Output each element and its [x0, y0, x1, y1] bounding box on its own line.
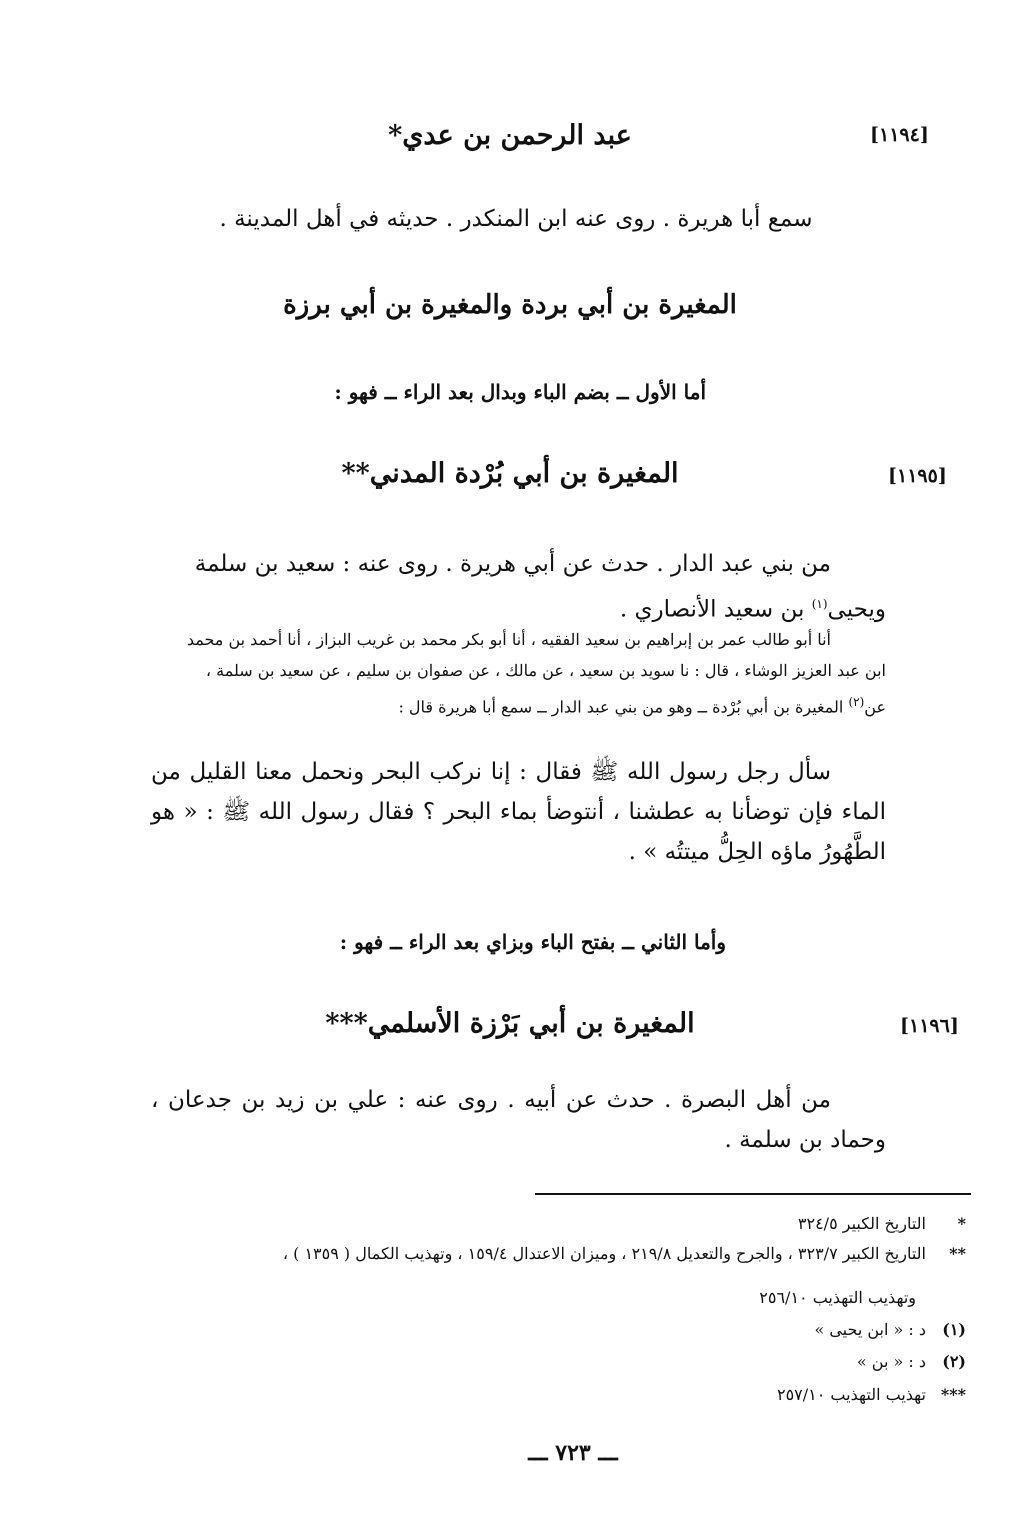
entry-body-line: [151, 585, 886, 629]
entry-body: سمع أبا هريرة . روى عنه ابن المنكدر . حديثه في أهل المدينة .: [219, 206, 813, 232]
hadith-text: سأل رجل رسول الله ﷺ فقال : إنا نركب البحر ونحمل معنا القليل من الماء فإن توضأنا به عطشنا ، أنتوضأ بماء البحر ؟ فقال رسول الله ﷺ : « هو الطَّهُورُ ماؤه الحِلُّ ميتتُه » .: [151, 759, 886, 865]
entry-number: [١١٩٤]: [870, 124, 929, 146]
isnad-text: عن: [864, 697, 886, 717]
footnote: [146, 1242, 966, 1266]
entry-number: [١١٩٦]: [900, 1015, 959, 1037]
footnote: [146, 1212, 966, 1236]
isnad-text: المغيرة بن أبي بُرْدة ــ وهو من بني عبد الدار ــ سمع أبا هريرة قال :: [398, 697, 844, 717]
entry-body: من أهل البصرة . حدث عن أبيه . روى عنه : علي بن زيد بن جدعان ، وحماد بن سلمة .: [151, 1087, 886, 1153]
footnote-text: التاريخ الكبير ٣٢٣/٧ ، والجرح والتعديل ٢١٩/٨ ، وميزان الاعتدال ١٥٩/٤ ، وتهذيب الكمال ( ١٣٥٩ ) ،: [282, 1244, 926, 1263]
footnote-marker: **: [949, 1244, 966, 1263]
footnote-continuation: [146, 1286, 916, 1310]
footnote: [146, 1383, 966, 1407]
footnote-text: وتهذيب التهذيب ٢٥٦/١٠: [759, 1288, 916, 1307]
footnote-text: د : « بن »: [856, 1352, 926, 1371]
entry-heading: المغيرة بن أبي بُرْدة المدني**: [341, 458, 679, 489]
section-intro: أما الأول ــ بضم الباء وبدال بعد الراء ــ فهو :: [334, 380, 706, 404]
page-number: ـــ ٧٢٣ ـــ: [528, 1440, 618, 1466]
isnad-line: ابن عبد العزيز الوشاء ، قال : نا سويد بن سعيد ، عن مالك ، عن صفوان بن سليم ، عن سعيد بن سلمة ،: [205, 661, 886, 680]
section-heading: المغيرة بن أبي بردة والمغيرة بن أبي برزة: [283, 290, 737, 320]
footnote-text: التاريخ الكبير ٣٢٤/٥: [797, 1214, 926, 1233]
footnote-divider: [535, 1193, 971, 1195]
footnote-marker: (٢): [942, 1352, 966, 1371]
footnote-ref: (٢): [848, 695, 865, 709]
isnad-line: [151, 688, 886, 721]
section-intro: وأما الثاني ــ بفتح الباء وبزاي بعد الراء ــ فهو :: [339, 930, 726, 954]
entry-heading: المغيرة بن أبي بَرْزة الأسلمي***: [325, 1008, 695, 1039]
footnote: [146, 1318, 966, 1342]
entry-heading: عبد الرحمن بن عدي*: [388, 120, 632, 151]
entry-number: [١١٩٥]: [888, 465, 947, 487]
footnote-marker: ***: [940, 1385, 966, 1404]
body-text: ويحيى: [827, 596, 886, 623]
footnote-text: د : « ابن يحيى »: [814, 1320, 926, 1339]
footnote-ref: (١): [811, 597, 828, 611]
footnote-marker: *: [957, 1214, 966, 1233]
footnote-marker: (١): [942, 1320, 966, 1339]
entry-body: [151, 545, 886, 583]
body-text: بن سعيد الأنصاري .: [619, 596, 805, 623]
footnote: [146, 1350, 966, 1374]
footnote-text: تهذيب التهذيب ٢٥٧/١٠: [776, 1385, 926, 1404]
isnad-line: أنا أبو طالب عمر بن إبراهيم بن سعيد الفقيه ، أنا أبو بكر محمد بن غريب البزاز ، أنا أحمد بن محمد: [186, 630, 831, 649]
entry-body-line: من بني عبد الدار . حدث عن أبي هريرة . روى عنه : سعيد بن سلمة: [194, 551, 831, 577]
